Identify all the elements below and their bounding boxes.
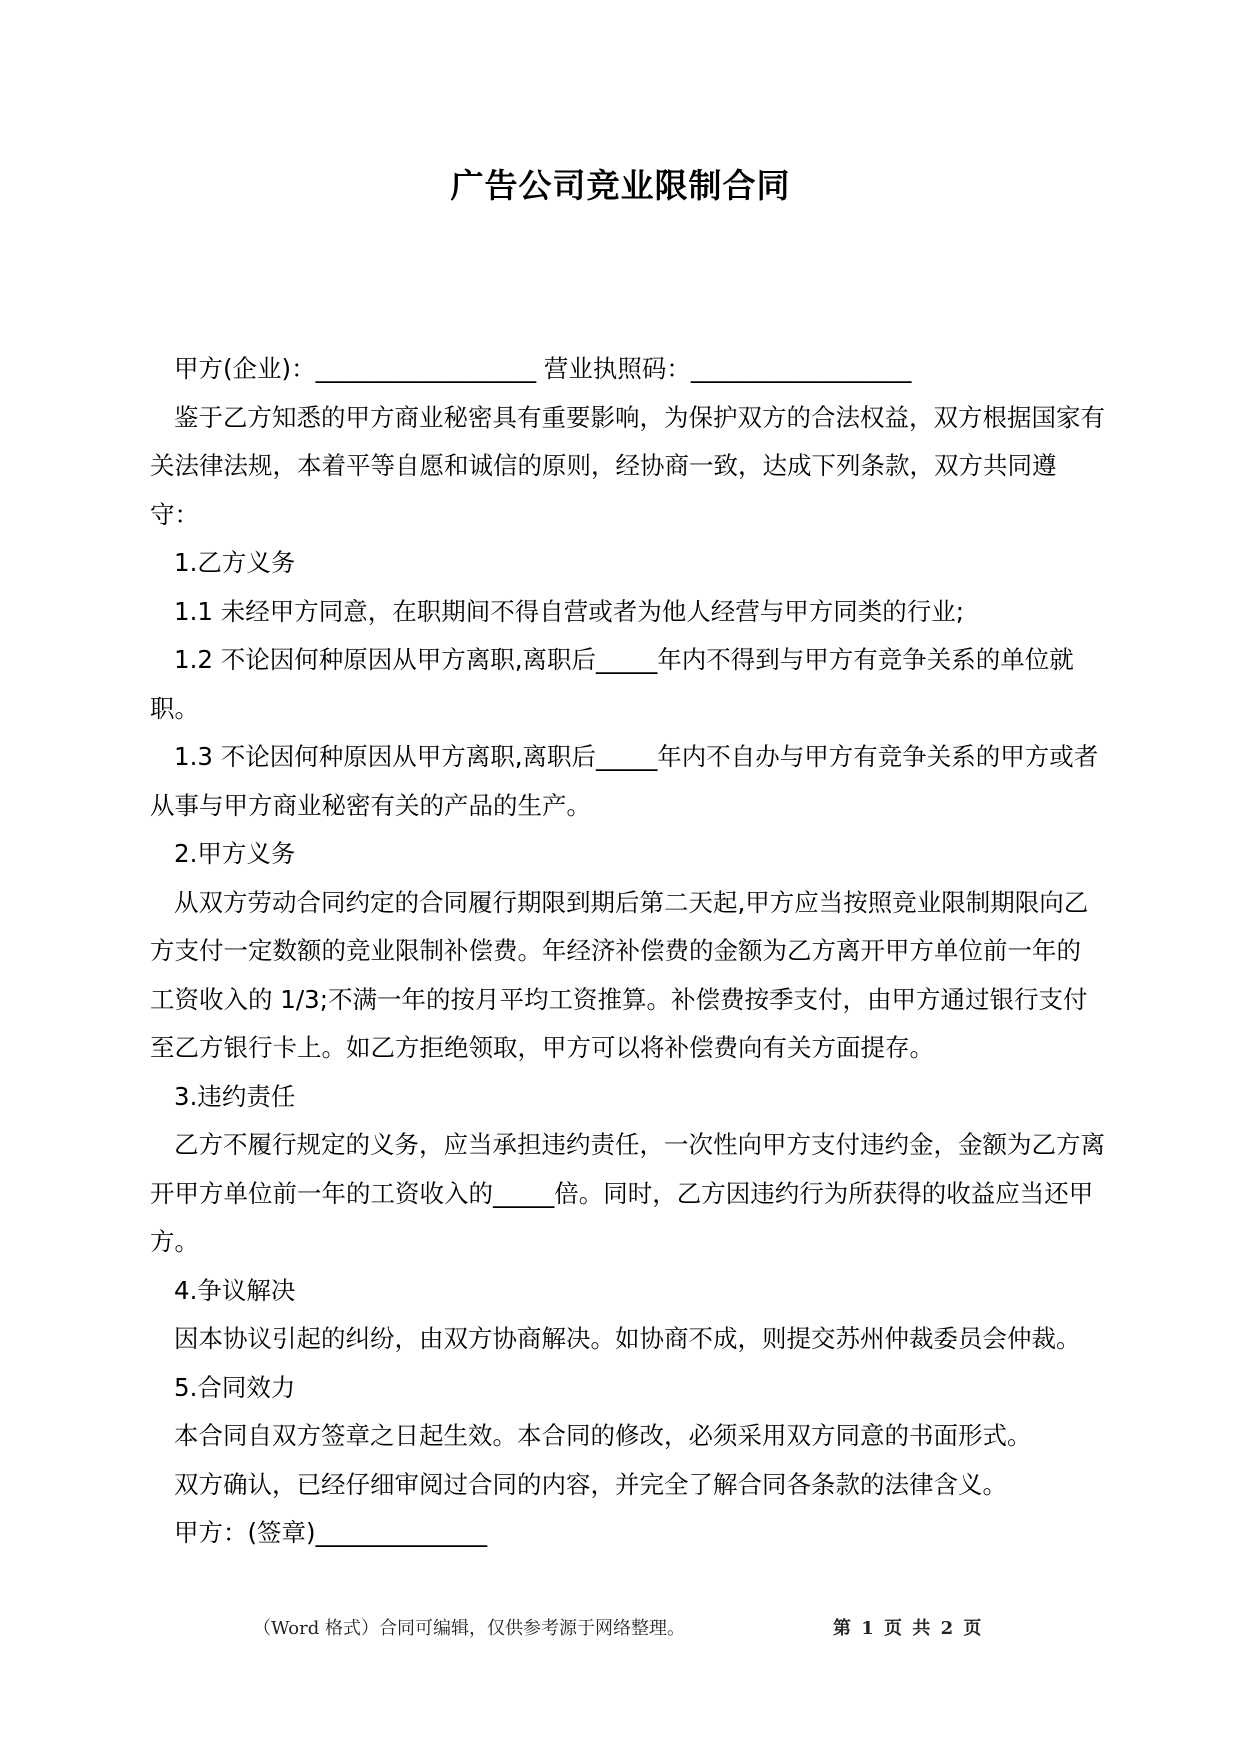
footer-note: （Word 格式）合同可编辑，仅供参考源于网络整理。 <box>253 1618 685 1639</box>
section-3-body: 乙方不履行规定的义务，应当承担违约责任，一次性向甲方支付违约金，金额为乙方离开甲方单位前一年的工资收入的_____倍。同时，乙方因违约行为所获得的收益应当还甲方。 <box>150 1130 1105 1256</box>
section-4-body: 因本协议引起的纠纷，由双方协商解决。如协商不成，则提交苏州仲裁委员会仲裁。 <box>174 1324 1081 1353</box>
section-2-body: 从双方劳动合同约定的合同履行期限到期后第二天起,甲方应当按照竞业限制期限向乙方支付一定数额的竞业限制补偿费。年经济补偿费的金额为乙方离开甲方单位前一年的工资收入的 1/3;不满一年的按月平均工资推算。补偿费按季支付，由甲方通过银行支付至乙方银行卡上。如乙方拒绝领取，甲方可以将补偿费向有关方面提存。 <box>150 887 1089 1062</box>
preamble-paragraph: 鉴于乙方知悉的甲方商业秘密具有重要影响，为保护双方的合法权益，双方根据国家有关法律法规，本着平等自愿和诚信的原则，经协商一致，达成下列条款，双方共同遵守： <box>150 402 1105 529</box>
section-3-heading: 3.违约责任 <box>174 1081 296 1111</box>
section-5-heading: 5.合同效力 <box>174 1372 296 1402</box>
section-5-body: 本合同自双方签章之日起生效。本合同的修改，必须采用双方同意的书面形式。 <box>174 1421 1032 1450</box>
signature-line: 甲方：(签章)______________ <box>174 1518 488 1547</box>
clause-1-3: 1.3 不论因何种原因从甲方离职,离职后_____年内不自办与甲方有竞争关系的甲方或者从事与甲方商业秘密有关的产品的生产。 <box>150 742 1099 820</box>
document-title: 广告公司竞业限制合同 <box>450 166 791 205</box>
clause-1-2: 1.2 不论因何种原因从甲方离职,离职后_____年内不得到与甲方有竞争关系的单位就职。 <box>150 645 1074 723</box>
confirmation-paragraph: 双方确认，已经仔细审阅过合同的内容，并完全了解合同各条款的法律含义。 <box>174 1469 1007 1499</box>
section-1-heading: 1.乙方义务 <box>174 548 296 577</box>
section-2-heading: 2.甲方义务 <box>174 839 296 868</box>
clause-1-1: 1.1 未经甲方同意，在职期间不得自营或者为他人经营与甲方同类的行业; <box>174 596 965 626</box>
section-4-heading: 4.争议解决 <box>174 1275 296 1305</box>
page-number: 第 1 页 共 2 页 <box>833 1618 984 1639</box>
party-line: 甲方(企业)：__________________ 营业执照码：__________________ <box>174 354 912 383</box>
contract-body <box>150 345 1105 1558</box>
